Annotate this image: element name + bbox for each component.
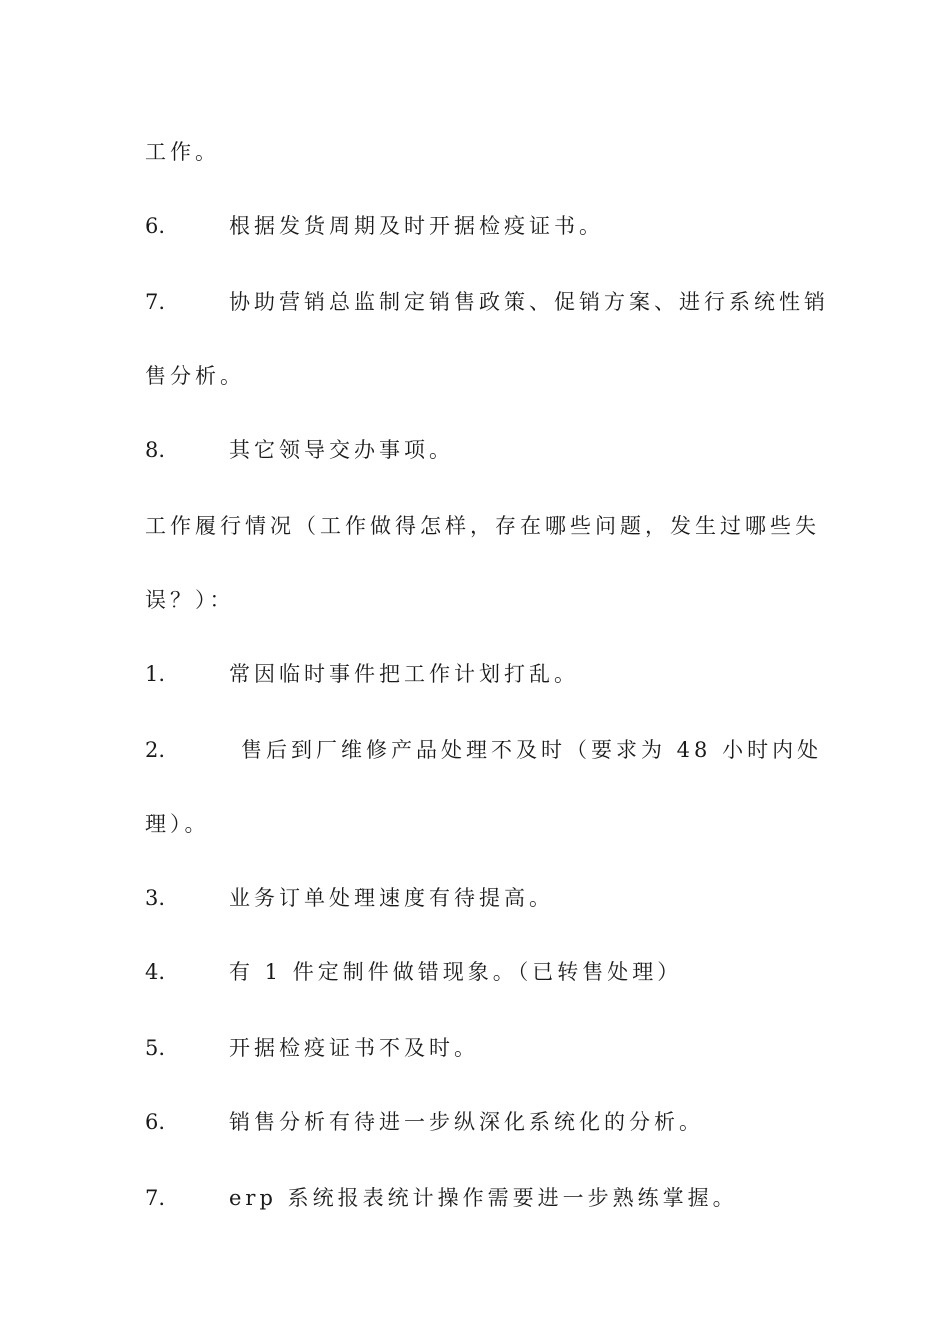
list-text: 协助营销总监制定销售政策、促销方案、进行系统性销 — [229, 290, 829, 314]
list-item — [145, 1034, 479, 1062]
list-number: 6. — [145, 1110, 166, 1134]
paragraph-text: 理）。 — [145, 812, 210, 836]
list-item — [145, 884, 554, 912]
list-text: 常因临时事件把工作计划打乱。 — [229, 662, 579, 686]
paragraph-text: 售分析。 — [145, 364, 245, 388]
list-item — [145, 1108, 704, 1136]
list-number: 7. — [145, 290, 166, 314]
list-text: 有 1 件定制件做错现象。（已转售处理） — [229, 960, 683, 984]
list-item — [145, 1184, 738, 1212]
list-number: 8. — [145, 438, 166, 462]
list-text: 开据检疫证书不及时。 — [229, 1036, 479, 1060]
list-number: 2. — [145, 738, 166, 762]
paragraph-continuation — [145, 362, 245, 390]
list-text: 售后到厂维修产品处理不及时（要求为 48 小时内处 — [241, 738, 823, 762]
paragraph-continuation — [145, 138, 220, 166]
list-item — [145, 958, 682, 986]
section-heading-text: 工作履行情况（工作做得怎样，存在哪些问题，发生过哪些失 — [145, 514, 820, 538]
list-number: 6. — [145, 214, 166, 238]
list-text: 业务订单处理速度有待提高。 — [229, 886, 554, 910]
list-number: 3. — [145, 886, 166, 910]
list-text: 根据发货周期及时开据检疫证书。 — [229, 214, 604, 238]
list-text: 其它领导交办事项。 — [229, 438, 454, 462]
list-text: 销售分析有待进一步纵深化系统化的分析。 — [229, 1110, 704, 1134]
paragraph-text: 工作。 — [145, 140, 220, 164]
list-item — [145, 288, 829, 316]
section-heading-continuation — [145, 586, 235, 614]
list-number: 5. — [145, 1036, 166, 1060]
paragraph-continuation — [145, 810, 210, 838]
list-number: 1. — [145, 662, 166, 686]
section-heading-text: 误？）： — [145, 588, 235, 612]
list-text: erp 系统报表统计操作需要进一步熟练掌握。 — [229, 1186, 738, 1210]
list-item — [145, 436, 454, 464]
list-number: 4. — [145, 960, 166, 984]
list-item — [145, 212, 604, 240]
list-number: 7. — [145, 1186, 166, 1210]
section-heading — [145, 512, 820, 540]
list-item — [145, 736, 822, 764]
list-item — [145, 660, 579, 688]
